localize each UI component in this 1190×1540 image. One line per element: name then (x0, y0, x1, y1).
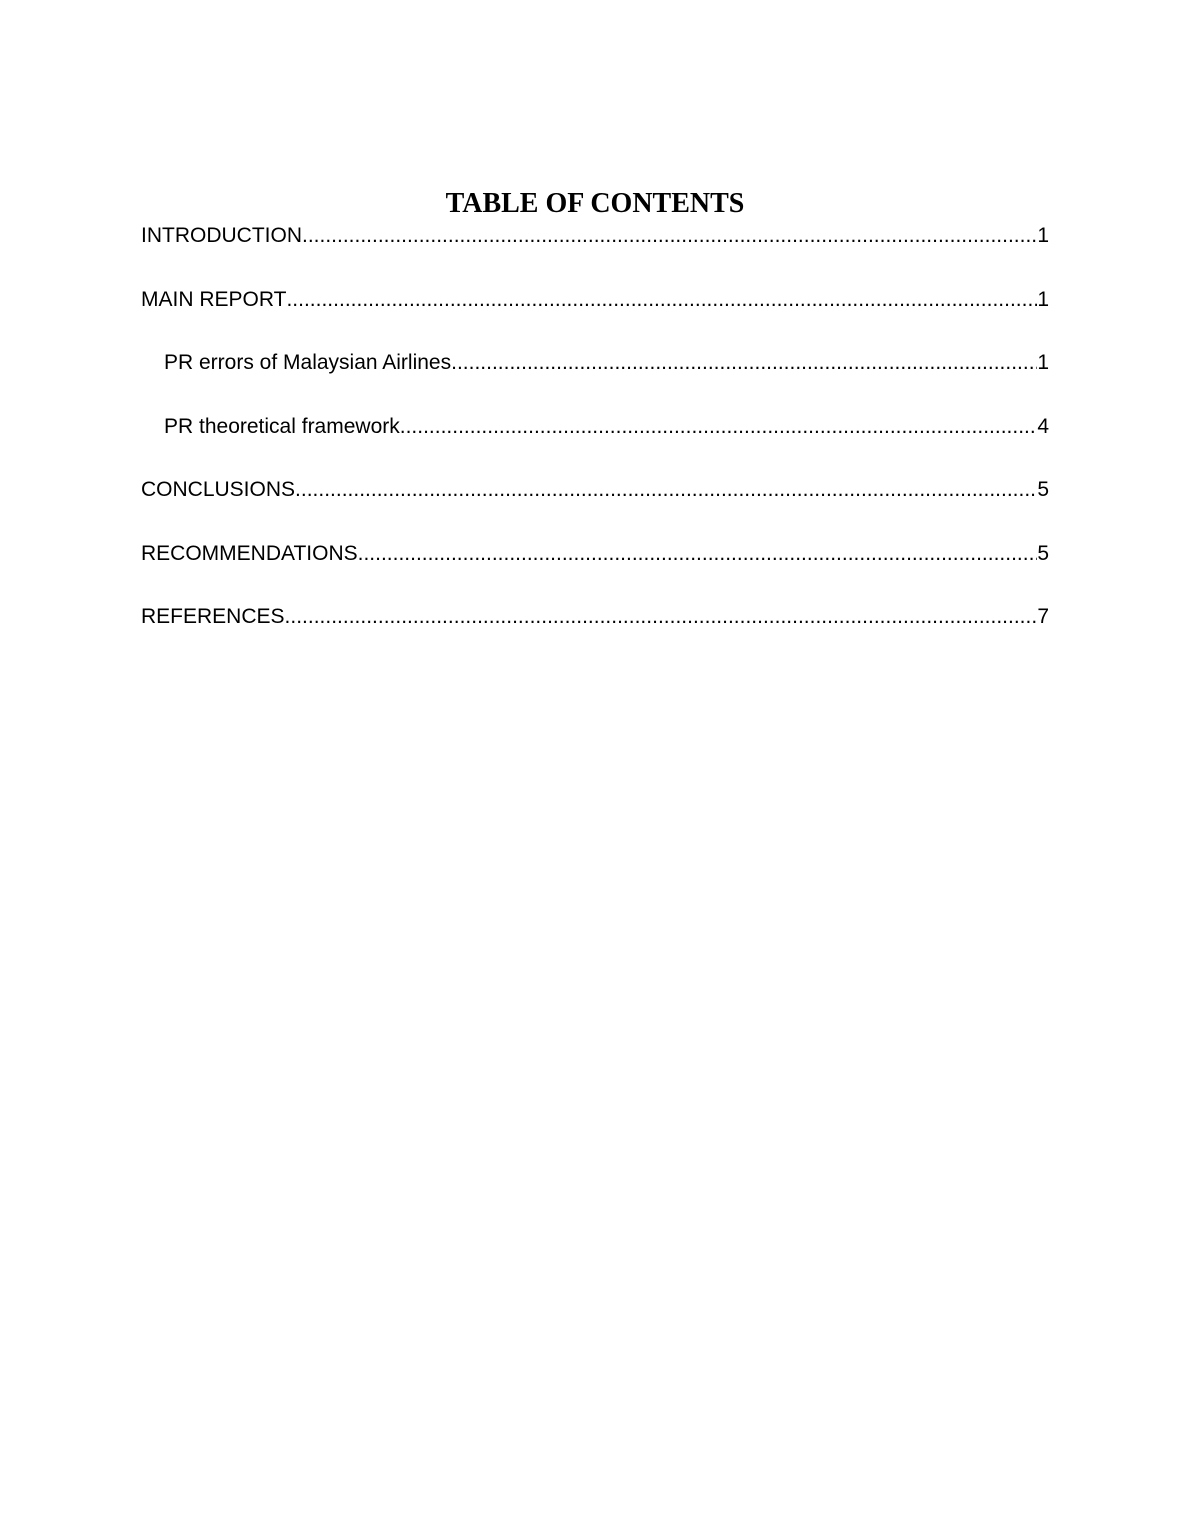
toc-page-number: 5 (1037, 541, 1049, 565)
toc-entry-references[interactable] (141, 602, 1049, 666)
toc-entry-label: REFERENCES (141, 605, 285, 628)
toc-entry-main-report[interactable] (141, 285, 1049, 349)
toc-page-number: 5 (1037, 478, 1049, 501)
toc-page-number: 7 (1037, 605, 1049, 628)
toc-entry-introduction[interactable] (141, 221, 1049, 285)
toc-dot-leader (302, 221, 1037, 251)
toc-entry-conclusions[interactable] (141, 475, 1049, 539)
toc-entry-recommendations[interactable] (141, 539, 1049, 603)
toc-list (141, 221, 1049, 666)
toc-page-number: 1 (1037, 224, 1049, 247)
toc-title: TABLE OF CONTENTS (445, 188, 745, 219)
toc-entry-label: PR theoretical framework (164, 414, 400, 438)
toc-dot-leader (286, 285, 1037, 315)
toc-dot-leader (400, 412, 1038, 442)
toc-page-number: 1 (1037, 287, 1049, 311)
toc-page-number: 1 (1037, 351, 1049, 374)
toc-dot-leader (451, 348, 1037, 378)
toc-page-number: 4 (1037, 414, 1049, 438)
toc-dot-leader (358, 539, 1038, 569)
toc-entry-pr-errors[interactable] (141, 348, 1049, 412)
toc-entry-label: PR errors of Malaysian Airlines (164, 351, 452, 374)
toc-dot-leader (285, 602, 1038, 632)
toc-entry-label: CONCLUSIONS (141, 478, 296, 501)
toc-entry-label: INTRODUCTION (141, 224, 302, 247)
toc-entry-label: RECOMMENDATIONS (141, 541, 358, 565)
toc-entry-pr-framework[interactable] (141, 412, 1049, 476)
toc-dot-leader (295, 475, 1037, 505)
toc-entry-label: MAIN REPORT (141, 287, 287, 311)
